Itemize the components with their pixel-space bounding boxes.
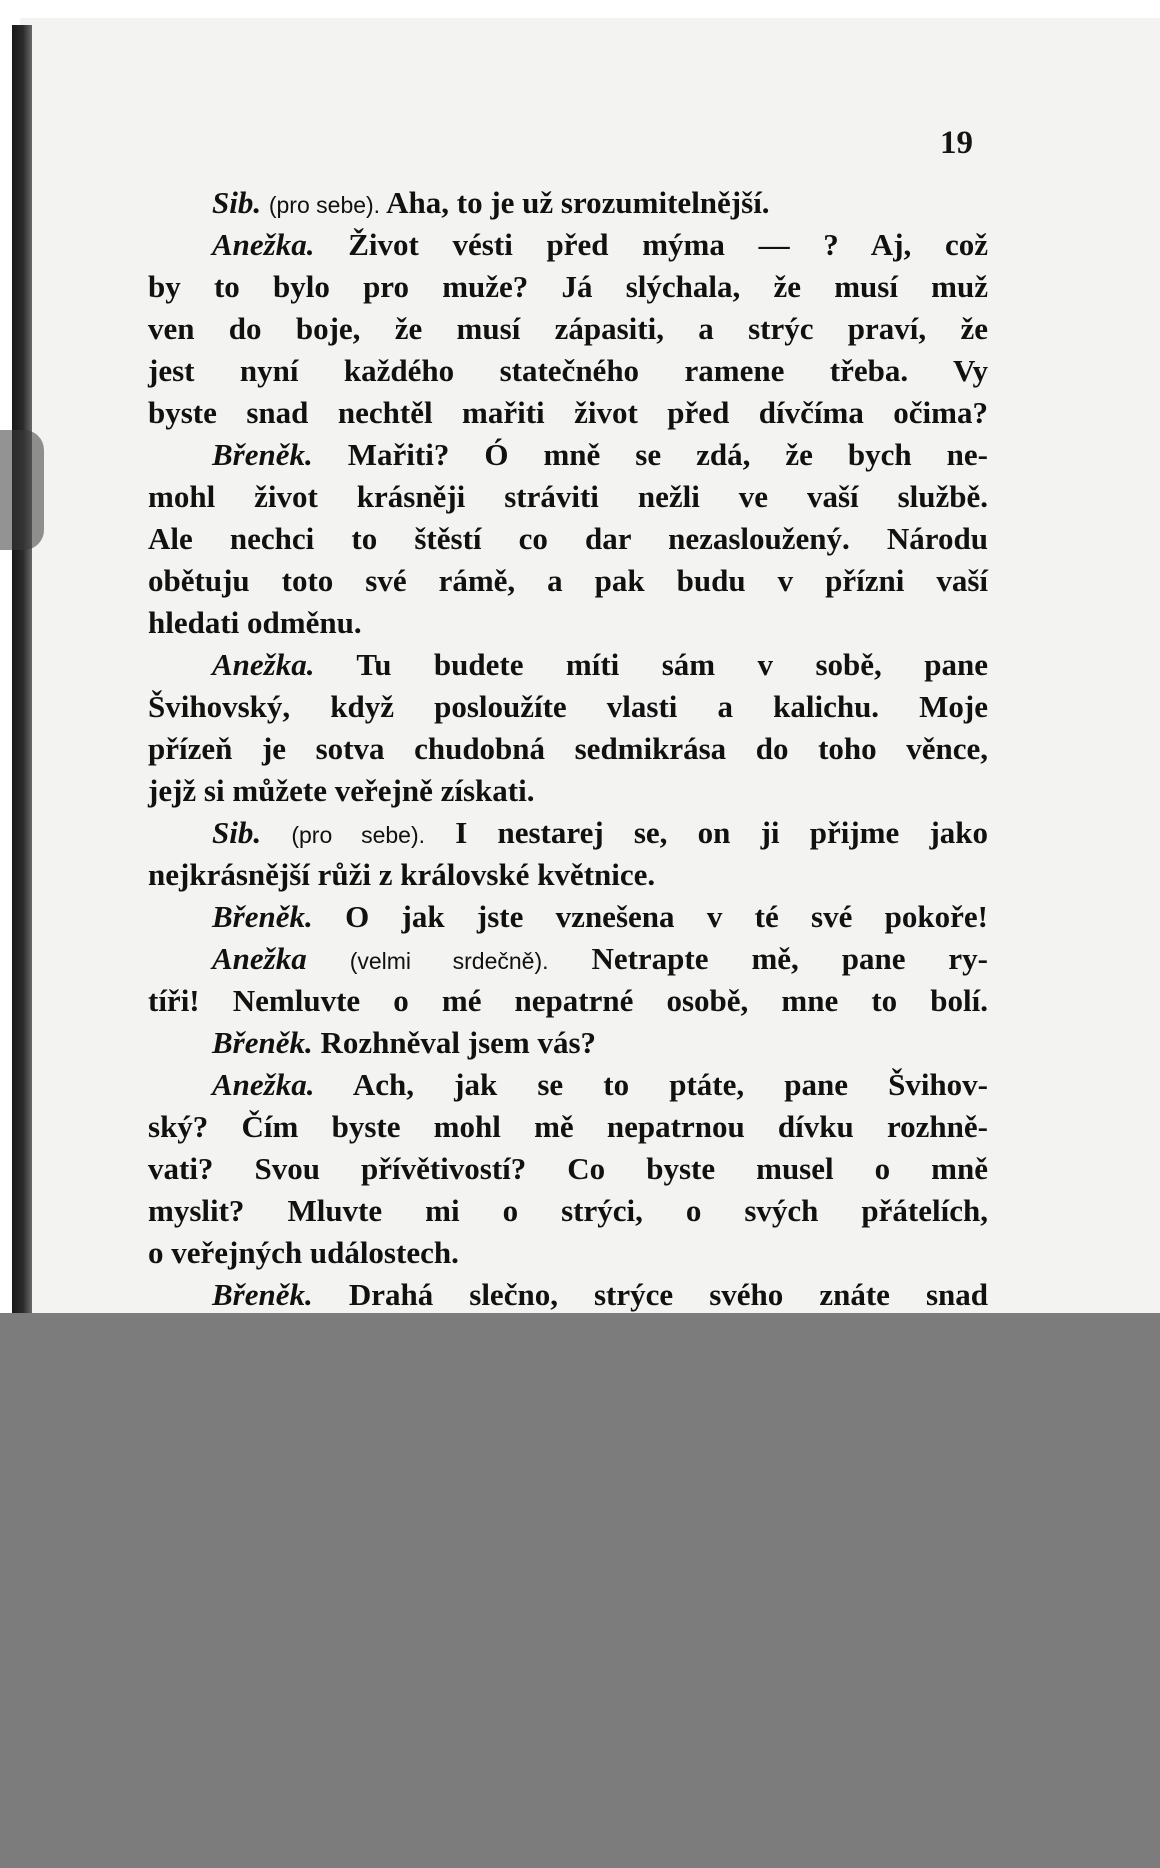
text-line bbox=[148, 1190, 988, 1232]
text-line bbox=[148, 308, 988, 350]
line-text: přízeň je sotva chudobná sedmikrása do toho věnce, bbox=[148, 731, 988, 766]
line-text: obětuju toto své rámě, a pak budu v přízni vaší bbox=[148, 563, 988, 598]
speaker-name: Břeněk. bbox=[212, 899, 313, 934]
text-line bbox=[148, 518, 988, 560]
text-line bbox=[148, 1274, 988, 1316]
line-text: ský? Čím byste mohl mě nepatrnou dívku rozhně- bbox=[148, 1109, 988, 1144]
line-text: jest nyní každého statečného ramene třeba. Vy bbox=[148, 353, 988, 388]
spine-shadow bbox=[0, 430, 44, 550]
text-line bbox=[148, 644, 988, 686]
line-text: ven do boje, že musí zápasiti, a strýc praví, že bbox=[148, 311, 988, 346]
text-line bbox=[148, 182, 988, 224]
speaker-name: Sib. bbox=[212, 185, 262, 220]
speaker-name: Anežka. bbox=[212, 1067, 315, 1102]
line-text: Švihovský, když posloužíte vlasti a kalichu. Moje bbox=[148, 689, 988, 724]
speaker-name: Břeněk. bbox=[212, 437, 313, 472]
speaker-name: Anežka bbox=[212, 941, 307, 976]
line-text: o veřejných událostech. bbox=[148, 1235, 459, 1270]
line-text: Tu budete míti sám v sobě, pane bbox=[356, 647, 988, 682]
stage-direction: (pro sebe). bbox=[268, 192, 381, 218]
speaker-name: Anežka. bbox=[212, 227, 315, 262]
line-text: mohl život krásněji stráviti nežli ve vaší službě. bbox=[148, 479, 988, 514]
line-text: Ale nechci to štěstí co dar nezasloužený. Národu bbox=[148, 521, 988, 556]
play-text bbox=[148, 182, 988, 1316]
line-text: myslit? Mluvte mi o strýci, o svých přátelích, bbox=[148, 1193, 988, 1228]
text-line bbox=[148, 896, 988, 938]
gray-overlay-block bbox=[0, 1313, 1160, 1868]
text-line bbox=[148, 266, 988, 308]
stage-direction: (pro sebe). bbox=[291, 822, 425, 848]
speaker-name: Břeněk. bbox=[212, 1025, 313, 1060]
text-line bbox=[148, 854, 988, 896]
line-text: vati? Svou přívětivostí? Co byste musel o mně bbox=[148, 1151, 988, 1186]
line-text: Drahá slečno, strýce svého znáte snad bbox=[348, 1277, 989, 1312]
line-text: Mařiti? Ó mně se zdá, že bych ne- bbox=[347, 437, 988, 472]
line-text: Život vésti před mýma — ? Aj, což bbox=[348, 227, 988, 262]
text-line bbox=[148, 350, 988, 392]
line-text: I nestarej se, on ji přijme jako bbox=[455, 815, 989, 850]
line-text: Rozhněval jsem vás? bbox=[320, 1025, 597, 1060]
text-line bbox=[148, 1064, 988, 1106]
page-number: 19 bbox=[940, 125, 973, 161]
text-line bbox=[148, 476, 988, 518]
text-line bbox=[148, 560, 988, 602]
text-line bbox=[148, 602, 988, 644]
line-text: jejž si můžete veřejně získati. bbox=[148, 773, 535, 808]
line-text: Aha, to je už srozumitelnější. bbox=[386, 185, 770, 220]
text-line bbox=[148, 728, 988, 770]
book-spine-edge bbox=[12, 25, 32, 1330]
line-text: hledati odměnu. bbox=[148, 605, 362, 640]
text-line bbox=[148, 980, 988, 1022]
text-line bbox=[148, 434, 988, 476]
text-line bbox=[148, 224, 988, 266]
text-line bbox=[148, 1106, 988, 1148]
speaker-name: Sib. bbox=[212, 815, 262, 850]
text-line bbox=[148, 1022, 988, 1064]
text-line bbox=[148, 770, 988, 812]
text-line bbox=[148, 392, 988, 434]
text-line bbox=[148, 812, 988, 854]
line-text: by to bylo pro muže? Já slýchala, že musí muž bbox=[148, 269, 988, 304]
text-line bbox=[148, 1148, 988, 1190]
line-text: Ach, jak se to ptáte, pane Švihov- bbox=[352, 1067, 988, 1102]
speaker-name: Anežka. bbox=[212, 647, 315, 682]
line-text: nejkrásnější růži z královské květnice. bbox=[148, 857, 656, 892]
line-text: O jak jste vznešena v té své pokoře! bbox=[345, 899, 989, 934]
line-text: Netrapte mě, pane ry- bbox=[591, 941, 988, 976]
text-line bbox=[148, 1232, 988, 1274]
line-text: tíři! Nemluvte o mé nepatrné osobě, mne to bolí. bbox=[148, 983, 988, 1018]
line-text: byste snad nechtěl mařiti život před dívčíma očima? bbox=[148, 395, 988, 430]
text-line bbox=[148, 686, 988, 728]
stage-direction: (velmi srdečně). bbox=[349, 948, 549, 974]
speaker-name: Břeněk. bbox=[212, 1277, 313, 1312]
text-line bbox=[148, 938, 988, 980]
